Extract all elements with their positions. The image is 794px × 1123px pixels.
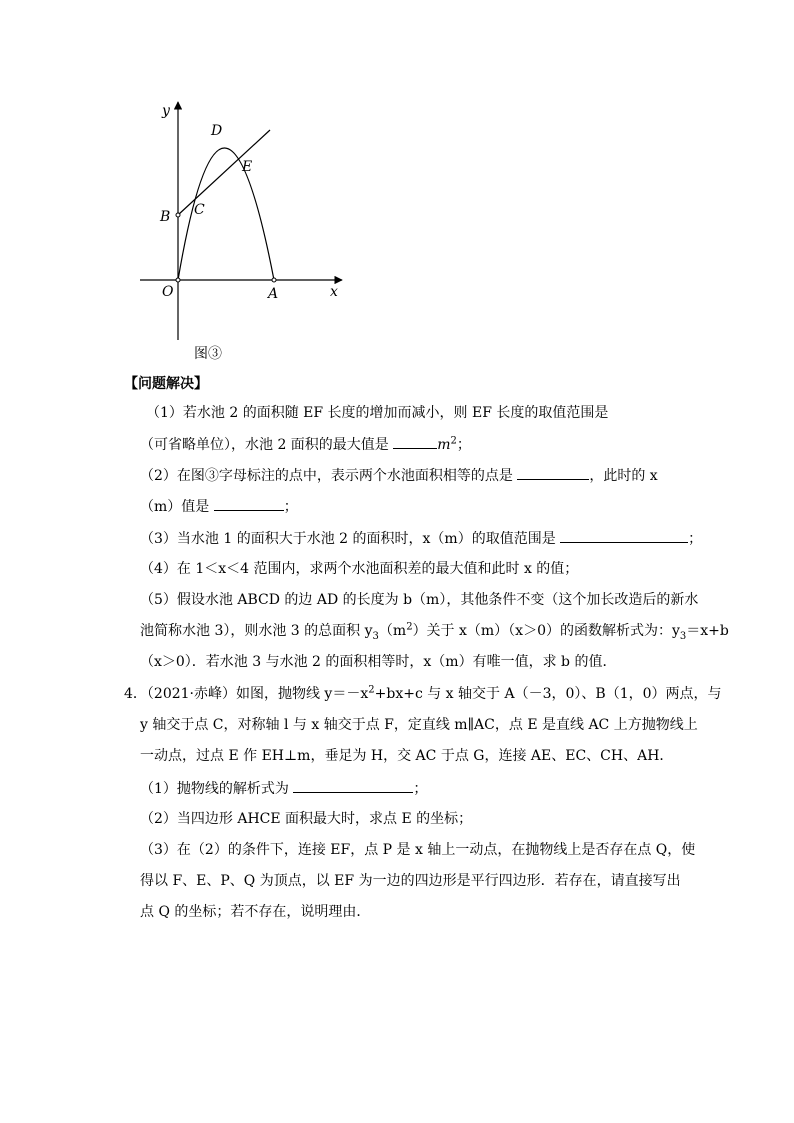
label-o: O xyxy=(162,284,174,300)
answer-blank-equal-point xyxy=(517,465,589,480)
q3-part1-end: ； xyxy=(456,437,471,453)
q4-part3-line1: （3）在（2）的条件下，连接 EF，点 P 是 x 轴上一动点，在抛物线上是否存在点 Q，使 xyxy=(140,842,696,858)
unit-sup: 2 xyxy=(450,435,457,447)
q4-line1 xyxy=(124,684,722,704)
q3-part2-value-end: ； xyxy=(283,499,298,515)
label-c: C xyxy=(194,202,205,218)
q3-part5-unit: （m xyxy=(378,623,407,639)
subscript-3: 3 xyxy=(372,630,379,642)
q4-line3: 一动点，过点 E 作 EH⊥m，垂足为 H，交 AC 于点 G，连接 AE、EC、CH、AH． xyxy=(140,748,674,764)
answer-blank-max-area xyxy=(393,434,437,449)
q3-part5-line2 xyxy=(140,621,729,641)
q3-part2-value-text: （m）值是 xyxy=(140,499,214,515)
q3-part5-line1: （5）假设水池 ABCD 的边 AD 的长度为 b（m），其他条件不变（这个加长改造后的新水 xyxy=(140,592,699,608)
subscript-3b: 3 xyxy=(679,630,687,642)
unit-m: m xyxy=(437,437,451,453)
q3-part5-text2: ）关于 x（m）（x＞0）的函数解析式为：y xyxy=(412,623,680,639)
superscript-2: 2 xyxy=(406,621,413,633)
point-b xyxy=(176,213,180,217)
q4-part3-line2: 得以 F、E、P、Q 为顶点，以 EF 为一边的四边形是平行四边形．若存在，请直接写出 xyxy=(140,873,681,889)
q3-part5-text: 池简称水池 3），则水池 3 的总面积 y xyxy=(140,623,373,639)
q3-part3-end: ； xyxy=(688,531,703,547)
q3-part2-line2 xyxy=(140,496,298,517)
q3-part1-text: （可省略单位），水池 2 面积的最大值是 xyxy=(140,437,394,453)
label-a: A xyxy=(268,286,279,302)
q3-part1-line1: （1）若水池 2 的面积随 EF 长度的增加而减小，则 EF 长度的取值范围是 xyxy=(146,405,609,421)
answer-blank-parabola xyxy=(293,778,413,793)
q3-part3-line xyxy=(140,528,702,549)
q4-part1-text: （1）抛物线的解析式为 xyxy=(140,781,294,797)
q3-part2-text-end: ，此时的 x xyxy=(589,468,658,484)
q4-sup: 2 xyxy=(368,684,375,696)
q4-intro: 4．（2021·赤峰）如图，抛物线 y＝－x xyxy=(124,686,369,702)
q4-part1-end: ； xyxy=(413,781,428,797)
label-y: y xyxy=(162,103,170,119)
q3-part4-line: （4）在 1＜x＜4 范围内，求两个水池面积差的最大值和此时 x 的值； xyxy=(140,561,579,577)
q4-part1-line xyxy=(140,778,427,799)
label-x: x xyxy=(330,284,338,300)
q4-part3-line3: 点 Q 的坐标；若不存在，说明理由． xyxy=(140,904,371,920)
label-e: E xyxy=(242,159,253,175)
q3-part1-line2 xyxy=(140,434,471,455)
q4-intro-end: +bx+c 与 x 轴交于 A（－3，0）、B（1，0）两点，与 xyxy=(374,686,722,702)
q4-part2-line: （2）当四边形 AHCE 面积最大时，求点 E 的坐标； xyxy=(140,811,473,827)
parabola-curve xyxy=(178,148,274,280)
label-d: D xyxy=(211,123,223,139)
point-o xyxy=(176,278,180,282)
q3-part2-line1 xyxy=(140,465,658,486)
answer-blank-x-range xyxy=(560,528,688,543)
label-b: B xyxy=(160,209,171,225)
q4-line2: y 轴交于点 C，对称轴 l 与 x 轴交于点 F，定直线 m∥AC，点 E 是直线 AC 上方抛物线上 xyxy=(140,717,698,733)
q3-part3-text: （3）当水池 1 的面积大于水池 2 的面积时，x（m）的取值范围是 xyxy=(140,531,561,547)
section-heading: 【问题解决】 xyxy=(124,376,208,392)
q3-part2-text: （2）在图③字母标注的点中，表示两个水池面积相等的点是 xyxy=(140,468,518,484)
point-a xyxy=(272,278,276,282)
q3-part5-line3: （x＞0）．若水池 3 与水池 2 的面积相等时，x（m）有唯一值，求 b 的值． xyxy=(140,654,617,670)
graph-figure xyxy=(128,96,348,366)
figure-caption: 图③ xyxy=(194,346,222,362)
answer-blank-x-value xyxy=(214,496,284,511)
q3-part5-formula: ＝x+b xyxy=(686,623,729,639)
